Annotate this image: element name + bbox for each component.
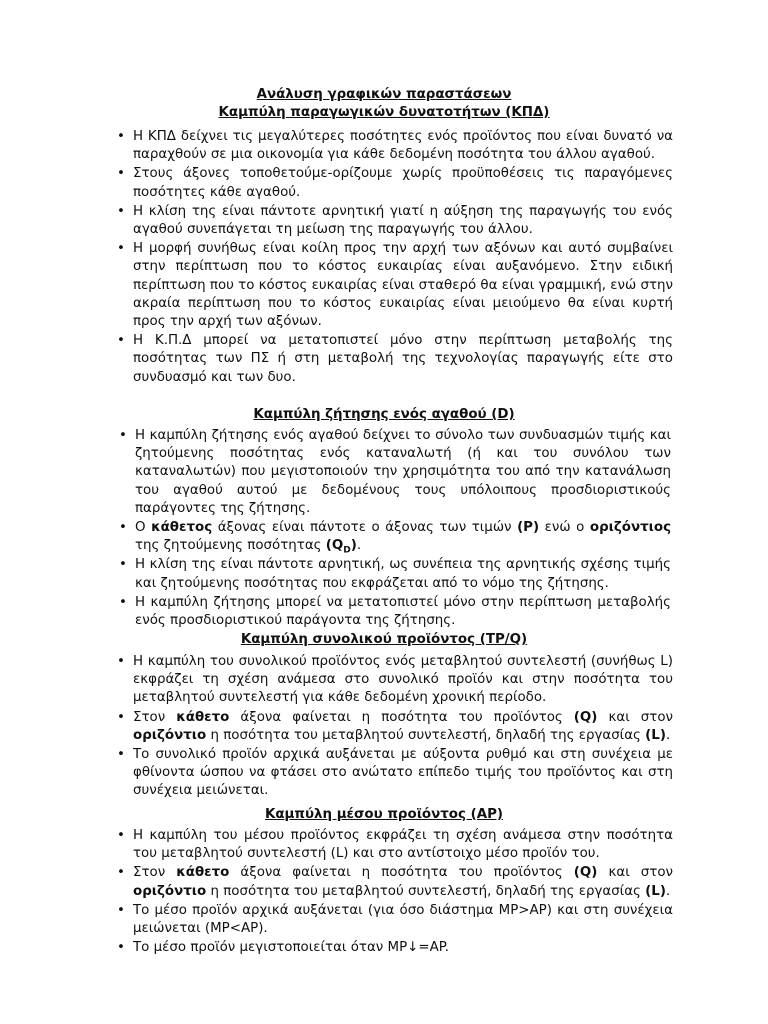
section-title-ppf: Καμπύλη παραγωγικών δυνατοτήτων (ΚΠΔ) (218, 105, 550, 120)
list-item: • Ο κάθετος άξονας είναι πάντοτε ο άξονας των τιμών (P) ενώ ο οριζόντιος της ζητούμενης ποσότητας $(Q_D)$. (119, 520, 672, 556)
bullet-icon: • (117, 828, 125, 843)
bullet-icon: • (119, 428, 127, 443)
bullet-icon: • (117, 747, 125, 763)
bullet-icon: • (117, 654, 125, 669)
list-item: • Το μέσο προϊόν μεγιστοποιείται όταν MP↓=AP. (117, 939, 673, 957)
total-product-list (117, 653, 673, 802)
list-item: • Στους άξονες τοποθετούμε-ορίζουμε χωρίς προϋποθέσεις τις παραγόμενες ποσότητες κάθε αγαθού. (117, 166, 673, 200)
section-title-average-product: Καμπύλη μέσου προϊόντος (AP) (264, 807, 504, 822)
section-title-total-product: Καμπύλη συνολικού προϊόντος (TP/Q) (240, 632, 528, 647)
list-item: • Στον κάθετο άξονα φαίνεται η ποσότητα του προϊόντος (Q) και στον οριζόντιο η ποσότητα του μεταβλητού συντελεστή, δηλαδή της εργασίας (L). (117, 865, 673, 899)
list-item: • Το μέσο προϊόν αρχικά αυξάνεται (για όσο διάστημα MP>AP) και στη συνέχεια μειώνεται (MP<AP). (117, 902, 673, 937)
list-item: • Η καμπύλη του μέσου προϊόντος εκφράζει τη σχέση ανάμεσα στην ποσότητα του μεταβλητού συντελεστή (L) και στο αντίστοιχο μέσο προϊόν του. (117, 828, 673, 862)
section-title-demand: Καμπύλη ζήτησης ενός αγαθού (D) (253, 407, 515, 422)
list-item: • Η κλίση της είναι πάντοτε αρνητική γιατί η αύξηση της παραγωγής του ενός αγαθού συνεπάγεται τη μείωση της παραγωγής του άλλου. (117, 203, 673, 238)
list-item: • Η Κ.Π.Δ μπορεί να μετατοπιστεί μόνο στην περίπτωση μεταβολής της ποσότητας των ΠΣ ή στη μεταβολή της τεχνολογίας παραγωγής είτε στο συνδυασμό και των δυο. (117, 333, 673, 385)
list-item: • Η μορφή συνήθως είναι κοίλη προς την αρχή των αξόνων και αυτό συμβαίνει στην περίπτωση που το κόστος ευκαιρίας είναι αυξανόμενο. Στην ειδική περίπτωση που το κόστος ευκαιρίας είναι σταθερό θα είναι γραμμική, ενώ στην ακραία περίπτωση που το κόστος ευκαιρίας είναι μειούμενο θα είναι κυρτή προς την αρχή των αξόνων. (117, 241, 673, 330)
bullet-icon: • (117, 241, 125, 257)
ppf-list (117, 128, 673, 388)
bullet-icon: • (119, 594, 127, 610)
bullet-icon: • (117, 902, 125, 918)
average-product-list (117, 827, 673, 958)
list-item: • Η καμπύλη ζήτησης ενός αγαθού δείχνει το σύνολο των συνδυασμών τιμής και ζητούμενης ποσότητας ενός καταναλωτή (ή και του συνόλου των καταναλωτών) που μεγιστοποιούν την χρησιμότητα του από την κατανάλωση του αγαθού αυτού με δεδομένους τους υπόλοιπους προσδιοριστικούς παράγοντες της ζήτησης. (119, 428, 671, 516)
bullet-icon: • (117, 166, 125, 182)
page-title: Ανάλυση γραφικών παραστάσεων (256, 87, 512, 102)
list-item: • Η κλίση της είναι πάντοτε αρνητική, ως συνέπεια της αρνητικής σχέσης τιμής και ζητούμενης ποσότητας που εκφράζεται από το νόμο της ζήτησης. (119, 557, 671, 591)
list-item: • Το συνολικό προϊόν αρχικά αυξάνεται με αύξοντα ρυθμό και στη συνέχεια με φθίνοντα ώσπου να φτάσει στο ανώτατο επίπεδο τιμής του προϊόντος και στη συνέχεια μειώνεται. (117, 747, 673, 799)
bullet-icon: • (119, 520, 127, 536)
demand-list (119, 427, 671, 631)
bullet-icon: • (117, 129, 125, 144)
list-item: • Η ΚΠΔ δείχνει τις μεγαλύτερες ποσότητες ενός προϊόντος που είναι δυνατό να παραχθούν σε μια οικονομία για κάθε δεδομένη ποσότητα του άλλου αγαθού. (117, 129, 673, 163)
bullet-icon: • (117, 940, 125, 956)
list-item: • Η καμπύλη ζήτησης μπορεί να μετατοπιστεί μόνο στην περίπτωση μεταβολής ενός προσδιοριστικού παράγοντα της ζήτησης. (119, 594, 671, 629)
list-item: • Στον κάθετο άξονα φαίνεται η ποσότητα του προϊόντος (Q) και στον οριζόντιο η ποσότητα του μεταβλητού συντελεστή, δηλαδή της εργασίας (L). (117, 709, 673, 743)
bullet-icon: • (117, 709, 125, 725)
bullet-icon: • (119, 557, 127, 573)
list-item: • Η καμπύλη του συνολικού προϊόντος ενός μεταβλητού συντελεστή (συνήθως L) εκφράζει τη σχέση ανάμεσα στο συνολικό προϊόν και στην ποσότητα του μεταβλητού συντελεστή για κάθε δεδομένη χρονική περίοδο. (117, 654, 673, 706)
bullet-icon: • (117, 333, 125, 349)
bullet-icon: • (117, 203, 125, 219)
bullet-icon: • (117, 865, 125, 881)
